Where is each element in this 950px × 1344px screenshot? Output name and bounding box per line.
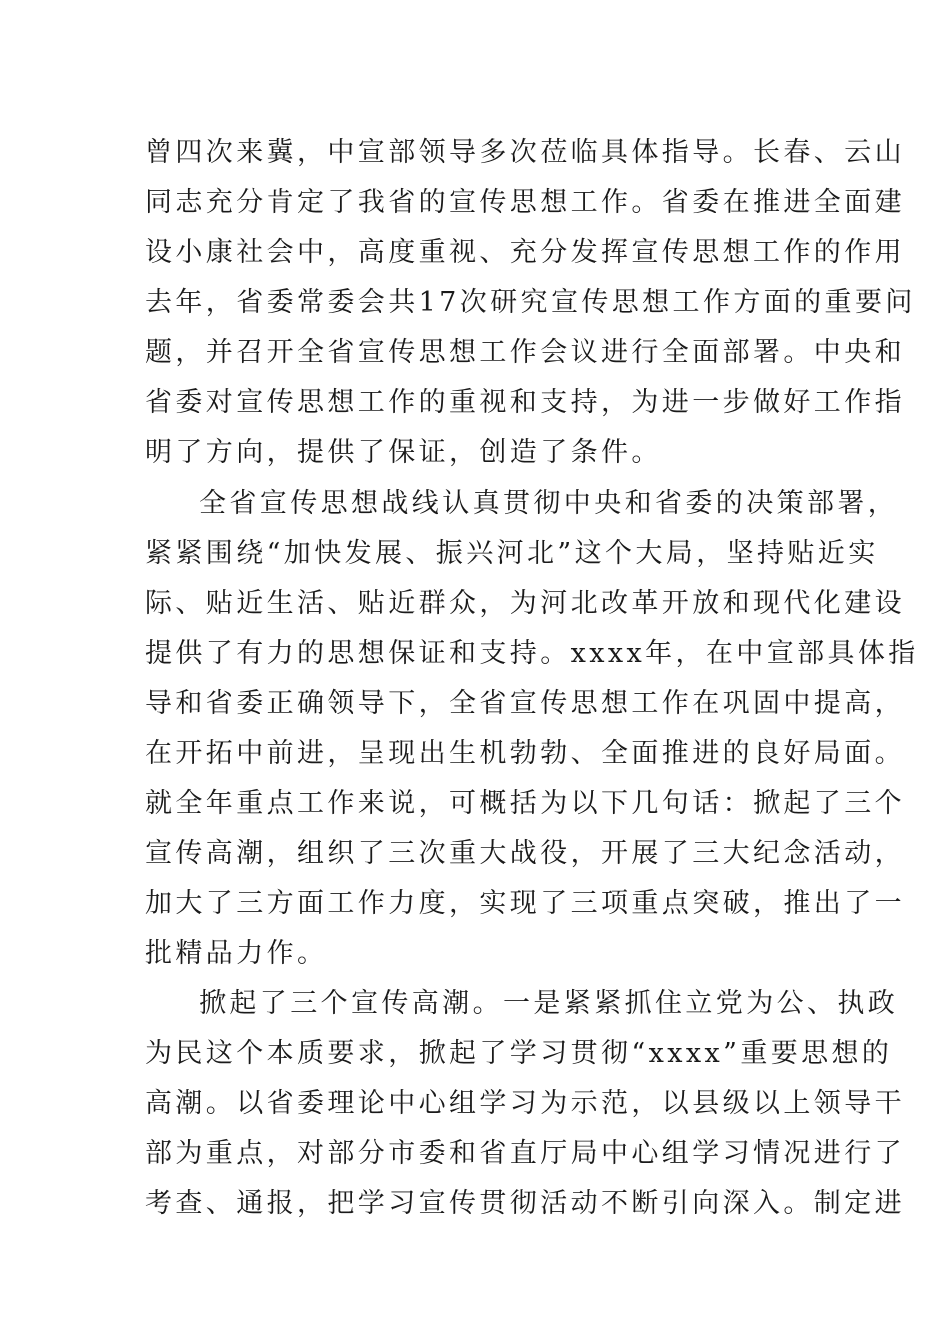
text-line: 际、贴近生活、贴近群众，为河北改革开放和现代化建设 [145, 588, 905, 619]
text-line: 在开拓中前进，呈现出生机勃勃、全面推进的良好局面。 [145, 738, 905, 769]
text-line: 提供了有力的思想保证和支持。xxxx年，在中宣部具体指 [145, 638, 919, 669]
text-line: 明了方向，提供了保证，创造了条件。 [145, 437, 662, 468]
text-line: 考查、通报，把学习宣传贯彻活动不断引向深入。制定进 [145, 1188, 905, 1219]
text-line: 高潮。以省委理论中心组学习为示范，以县级以上领导干 [145, 1088, 905, 1119]
text-line: 批精品力作。 [145, 938, 328, 969]
text-line: 加大了三方面工作力度，实现了三项重点突破，推出了一 [145, 888, 905, 919]
text-line: 题，并召开全省宣传思想工作会议进行全面部署。中央和 [145, 337, 905, 368]
text-line: 就全年重点工作来说，可概括为以下几句话：掀起了三个 [145, 788, 905, 819]
text-line: 宣传高潮，组织了三次重大战役，开展了三大纪念活动， [145, 838, 905, 869]
text-line: 掀起了三个宣传高潮。一是紧紧抓住立党为公、执政 [199, 988, 899, 1019]
text-line: 去年，省委常委会共17次研究宣传思想工作方面的重要问 [145, 287, 916, 318]
text-line: 紧紧围绕“加快发展、振兴河北”这个大局，坚持贴近实 [145, 538, 879, 569]
text-line: 导和省委正确领导下，全省宣传思想工作在巩固中提高， [145, 688, 905, 719]
text-line: 曾四次来冀，中宣部领导多次莅临具体指导。长春、云山 [145, 137, 905, 168]
text-line: 部为重点，对部分市委和省直厅局中心组学习情况进行了 [145, 1138, 905, 1169]
text-line: 设小康社会中，高度重视、充分发挥宣传思想工作的作用 [145, 237, 905, 268]
text-line: 同志充分肯定了我省的宣传思想工作。省委在推进全面建 [145, 187, 905, 218]
text-line: 为民这个本质要求，掀起了学习贯彻“xxxx”重要思想的 [145, 1038, 893, 1069]
text-line: 省委对宣传思想工作的重视和支持，为进一步做好工作指 [145, 387, 905, 418]
text-line: 全省宣传思想战线认真贯彻中央和省委的决策部署， [199, 488, 899, 519]
